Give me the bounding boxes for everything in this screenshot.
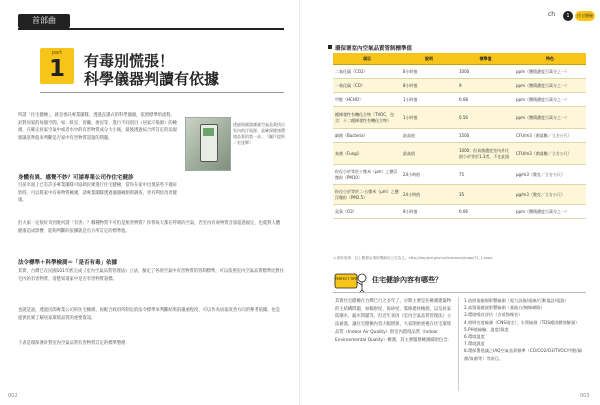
section-tag: 首部曲 xyxy=(18,14,70,28)
table-cell: 8小時值 xyxy=(401,65,457,79)
intro-paragraph: 所謂「住宅健檢」，就是委託專業團隊，透過直讀式的科學儀器，依照標準的流程，針對居家的每個空間，如：臥室、客廳、廚房等，進行不同項目（居家汙染源）的檢測，在確定居家空氣中或者水中的有害物質成分大小後，最後透過綜合所訂定的法規建議基準值來判斷是否家中有害物質超量的問題。 xyxy=(18,113,177,142)
table-cell: CFU/m3（菌落數／立方公尺） xyxy=(514,143,586,165)
question-paragraph: 其實住宅健檢在台灣已行之多年了，早期主要是住檢測建築物的主結構問題，如輻射屋、海砂屋、裝修建材檢測，以及居家防潮水、漏水問題等。但近年來因《室內空氣品質管理法》立法通過，讓住宅健檢內容大幅增加，大家開始重視在住宅環境品質（Indoor Air Quality）與室內環境品質（Indoor Environmental Quality）檢測，其主要服務檢測細項包含： xyxy=(335,299,452,343)
paragraph-harmful: 但大家一定很好奇到底何謂「有害」？哪種物質不可怕是無害物質？你我每天都在呼吸的空氣，若室內有毒物質含量超過規定，也就對人體健康造成影響，能夠判斷的依據就是官方所訂定的標準值。 xyxy=(18,221,281,234)
part-number: 1 xyxy=(48,56,65,82)
table-cell: 粒徑小於等於十微米（μm）之懸浮微粒（PM10） xyxy=(333,165,401,185)
table-cell: ppm（體積濃度百萬分之一） xyxy=(514,93,586,107)
table-row xyxy=(333,93,586,107)
device-photo xyxy=(185,117,231,171)
table-header-cell: 標準值 xyxy=(457,53,514,65)
subhead-law: 法令標準＋科學檢測＝「是否有毒」依據 xyxy=(18,260,118,266)
table-cell: 1500 xyxy=(457,129,514,143)
header-rule xyxy=(18,28,284,30)
table-cell: 粒徑小於等於二‧五微米（μm）之懸浮微粒（PM2.5） xyxy=(333,185,401,205)
table-cell: ppm（體積濃度百萬分之一） xyxy=(514,205,586,219)
table-row xyxy=(333,79,586,93)
list-item: 2.高頻電磁波影響檢測（基地台/無線網路） xyxy=(464,305,545,311)
paragraph-table-intro: 下表是環保署針對室內空氣品質有害物質訂定的標準整理： xyxy=(18,341,130,346)
table-cell: 1000；但真菌濃度室內外比值小於等於1.3者，不在此限 xyxy=(457,143,514,165)
chapter-label: ch xyxy=(548,11,556,18)
table-row xyxy=(333,65,586,79)
list-item: 4.照明亮度檢測（CNS規定），水質檢測（TDS總固體溶解量） xyxy=(464,319,580,325)
table-cell: 1小時值 xyxy=(401,93,457,107)
page-number-left: 002 xyxy=(8,393,18,399)
subhead-health: 身體有異、感覺不妙？可請專業公司作住宅健診 xyxy=(18,175,134,181)
table-cell: 0.06 xyxy=(457,205,514,219)
table-cell: 細菌（Bacteria） xyxy=(333,129,401,143)
air-quality-meter-icon xyxy=(200,124,218,162)
tip-badge-text: PERFECT TIPS xyxy=(334,277,358,281)
part-badge xyxy=(40,48,74,84)
table-header-row xyxy=(333,53,586,65)
paragraph-law: 其實，台灣已在民國101年底完成《室內空氣品質管理法》立法，擬定了各項空氣中有害物質的管制標準，可以依照室內空氣品質標準比對住宅內的有害物質，清楚知道家中是否有害物質超標。 xyxy=(18,269,285,282)
question-rule xyxy=(333,292,586,293)
table-cell: 1000 xyxy=(457,65,514,79)
table-cell: 一氧化碳（CO） xyxy=(333,79,401,93)
part-label: part xyxy=(51,50,63,56)
column-divider xyxy=(458,297,459,391)
paragraph-professional: 目前市面上已有許多專業團隊可協助民眾進行住宅健檢，當你在家中出現某些不適症狀時，可以將家中有毒物質檢測，請專業團隊透過儀器檢測與調查，更有利於改善健康。 xyxy=(18,183,177,204)
table-cell: 二氧化碳（CO2） xyxy=(333,65,401,79)
list-item: 6.環境溫度 xyxy=(464,334,485,340)
table-cell: 75 xyxy=(457,165,514,185)
table-cell: 24小時值 xyxy=(401,165,457,185)
table-header-cell: 項目 xyxy=(333,53,401,65)
table-cell: μg/m3（微克／立方公尺） xyxy=(514,165,586,185)
article-title-line2: 科學儀器判讀有依據 xyxy=(84,70,220,88)
standards-table xyxy=(333,53,586,219)
perfect-tips-icon xyxy=(333,268,369,294)
list-item: 5.PH值檢驗，溫度/濕度 xyxy=(464,326,509,332)
table-header-cell: 特色 xyxy=(514,53,586,65)
table-cell: CFU/m3（菌落數／立方公尺） xyxy=(514,129,586,143)
question-title: 住宅健診內容有哪些？ xyxy=(372,276,442,284)
table-cell: 最高值 xyxy=(401,143,457,165)
table-row xyxy=(333,107,586,129)
table-cell: 總揮發性有機化合物（TVOC，包含：十二種揮發性有機化合物） xyxy=(333,107,401,129)
article-title-line1: 有毒別慌張！ xyxy=(84,52,175,70)
table-cell: 真菌（Fungi） xyxy=(333,143,401,165)
table-cell: ppm（體積濃度百萬分之一） xyxy=(514,107,586,129)
chapter-tag: 住宅健檢 xyxy=(575,11,595,21)
table-cell: ppm（體積濃度百萬分之一） xyxy=(514,79,586,93)
table-title: 環保署室內空氣品質管制標準值 xyxy=(335,46,413,52)
table-cell: 0.08 xyxy=(457,93,514,107)
list-item: 8.環保署建議之IAQ空氣品質標準（CO/CO2/O3/TVOC/甲醛/細菌/真菌等）等項目。 xyxy=(464,348,583,361)
table-cell: 9 xyxy=(457,79,514,93)
table-row xyxy=(333,143,586,165)
table-cell: 35 xyxy=(457,185,514,205)
chapter-number: 1 xyxy=(563,11,573,21)
table-cell: 0.56 xyxy=(457,107,514,129)
table-cell: 8小時值 xyxy=(401,205,457,219)
list-item: 1.依照電磁場影響檢測（電力設施/電線/行動電話/電器） xyxy=(464,298,569,303)
table-row xyxy=(333,129,586,143)
table-cell: ppm（體積濃度百萬分之一） xyxy=(514,65,586,79)
list-item: 3.環境噪音評估（含低頻噪音） xyxy=(464,312,523,318)
table-cell: 臭氧（O3） xyxy=(333,205,401,219)
title-rule xyxy=(40,92,284,93)
list-item: 7.環境濕度 xyxy=(464,341,485,347)
table-row xyxy=(333,165,586,185)
bullet-square-icon xyxy=(328,45,332,49)
table-cell: 8小時值 xyxy=(401,79,457,93)
table-cell: 最高值 xyxy=(401,129,457,143)
service-list xyxy=(464,297,586,362)
table-cell: 1小時值 xyxy=(401,107,457,129)
table-row xyxy=(333,185,586,205)
photo-caption: 透過與儀器測量空氣品質找出室內的汙染源，是確保健康環境品質的第一步。（圖片提供／宏達輝） xyxy=(233,122,285,145)
table-cell: 24小時值 xyxy=(401,185,457,205)
table-row xyxy=(333,205,586,219)
table-cell: 甲醛（HCHO） xyxy=(333,93,401,107)
table-source-note: ＊資料來源：以上數據由環保署網站公告為主。http://iaq.epa.gov.tw/indoorair/page/?1_1.aspx xyxy=(333,256,493,260)
table-header-cell: 說明 xyxy=(401,53,457,65)
table-cell: μg/m3（微克／立方公尺） xyxy=(514,185,586,205)
paragraph-summary: 也就是說，透過民間專業公司的住宅檢測，再配合政府所制定的法令標準來判斷結果的嚴重程度，可以作為居家改善方向的參考依據，也是提供民眾了解居家環境品質的重要資訊。 xyxy=(18,308,281,321)
page-number-right: 003 xyxy=(580,393,590,399)
